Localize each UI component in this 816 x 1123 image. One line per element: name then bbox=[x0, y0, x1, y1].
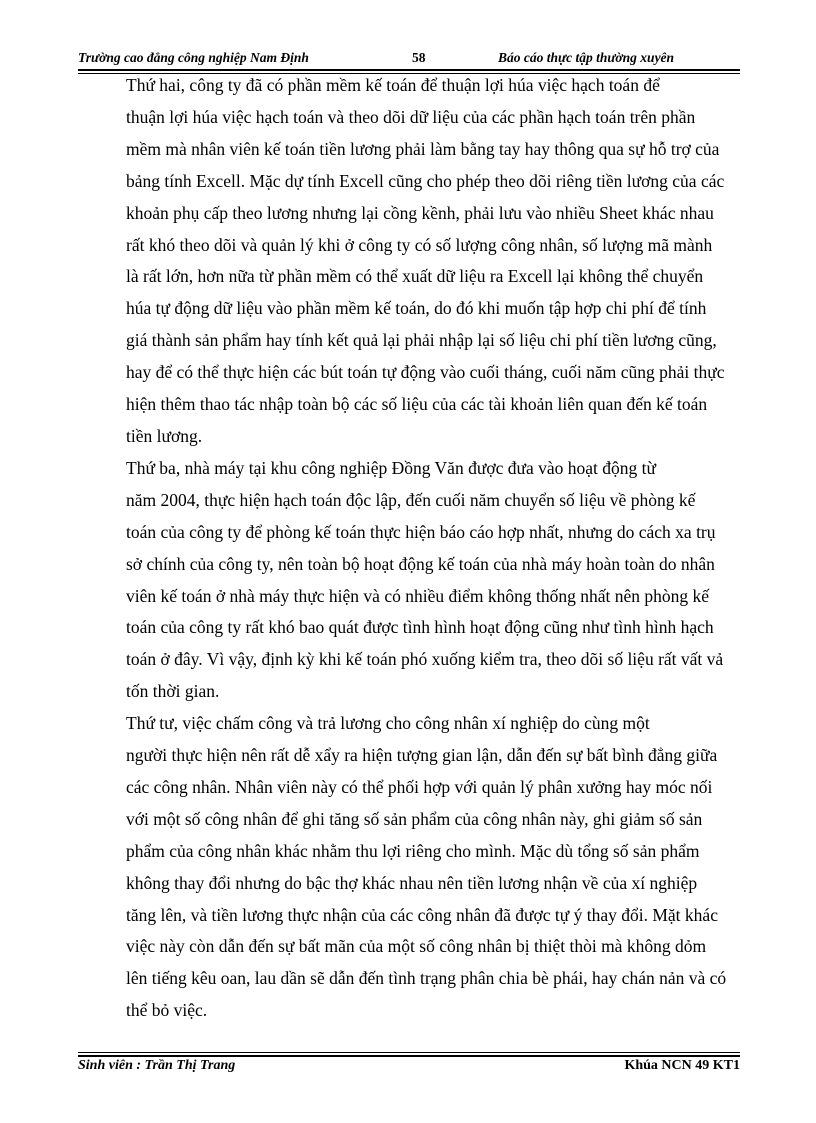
paragraph-third-point bbox=[78, 453, 738, 708]
paragraph-second-point bbox=[78, 70, 738, 453]
document-body bbox=[78, 70, 738, 1027]
text-line: phẩm của công nhân khác nhằm thu lợi riêng cho mình. Mặc dù tổng số sản phẩm bbox=[126, 840, 700, 861]
text-line: húa tự động dữ liệu vào phần mềm kế toán, do đó khi muốn tập hợp chi phí để tính bbox=[126, 298, 707, 319]
text-line: khoản phụ cấp theo lương nhưng lại cồng kềnh, phải lưu vào nhiều Sheet khác nhau bbox=[126, 202, 714, 223]
header-report-title: Báo cáo thực tập thường xuyên bbox=[498, 50, 675, 65]
text-line: không thay đổi nhưng do bậc thợ khác nhau nên tiền lương nhận về của xí nghiệp bbox=[126, 872, 698, 893]
text-line: lên tiếng kêu oan, lau dần sẽ dẫn đến tình trạng phân chia bè phái, hay chán nản và có bbox=[126, 968, 727, 989]
text-line: năm 2004, thực hiện hạch toán độc lập, đến cuối năm chuyển số liệu về phòng kế bbox=[126, 489, 696, 510]
text-line: Thứ hai, công ty đã có phần mềm kế toán để thuận lợi húa việc hạch toán để bbox=[126, 75, 660, 95]
text-line: việc này còn dẫn đến sự bất mãn của một số công nhân bị thiệt thòi mà không dỏm bbox=[126, 936, 707, 957]
text-line: mềm mà nhân viên kế toán tiền lương phải làm bằng tay hay thông qua sự hỗ trợ của bbox=[126, 138, 720, 159]
page-number: 58 bbox=[412, 50, 426, 65]
page-header bbox=[78, 50, 740, 70]
page-footer bbox=[78, 1058, 740, 1078]
text-line: người thực hiện nên rất dễ xẩy ra hiện tượng gian lận, dẫn đến sự bất bình đẳng giữa bbox=[126, 745, 718, 766]
text-line: toán của công ty rất khó bao quát được tình hình hoạt động cũng như tình hình hạch bbox=[126, 617, 714, 638]
text-line: các công nhân. Nhân viên này có thể phối hợp với quản lý phân xưởng hay móc nối bbox=[126, 776, 713, 797]
text-line: là rất lớn, hơn nữa từ phần mềm có thể xuất dữ liệu ra Excell lại không thể chuyển bbox=[126, 266, 704, 287]
text-line: tăng lên, và tiền lương thực nhận của các công nhân đã được tự ý thay đổi. Mặt khác bbox=[126, 904, 718, 925]
text-line: toán của công ty để phòng kế toán thực hiện báo cáo hợp nhất, nhưng do cách xa trụ bbox=[126, 521, 716, 542]
text-line: Thứ ba, nhà máy tại khu công nghiệp Đồng Văn được đưa vào hoạt động từ bbox=[126, 457, 656, 478]
header-school-name: Trường cao đẳng công nghiệp Nam Định bbox=[78, 50, 309, 65]
text-line: sở chính của công ty, nên toàn bộ hoạt động kế toán của nhà máy hoàn toàn do nhân bbox=[126, 553, 715, 574]
text-line: hay để có thể thực hiện các bút toán tự động vào cuối tháng, cuối năm cũng phải thực bbox=[126, 362, 725, 383]
text-line: tiền lương. bbox=[126, 425, 203, 446]
text-line: tốn thời gian. bbox=[126, 681, 220, 702]
text-line: thuận lợi húa việc hạch toán và theo dõi dữ liệu của các phần hạch toán trên phần bbox=[126, 106, 696, 127]
footer-student-name: Sinh viên : Trần Thị Trang bbox=[78, 1058, 236, 1073]
text-line: bảng tính Excell. Mặc dự tính Excell cũng cho phép theo dõi riêng tiền lương của các bbox=[126, 170, 725, 191]
text-line: toán ở đây. Vì vậy, định kỳ khi kế toán phó xuống kiểm tra, theo dõi số liệu rất vất vả bbox=[126, 649, 724, 670]
text-line: với một số công nhân để ghi tăng số sản phẩm của công nhân này, ghi giảm số sản bbox=[126, 808, 703, 829]
text-line: rất khó theo dõi và quản lý khi ở công ty có số lượng công nhân, số lượng mã mành bbox=[126, 234, 713, 255]
text-line: hiện thêm thao tác nhập toàn bộ các số liệu của các tài khoản liên quan đến kế toán bbox=[126, 394, 708, 415]
text-line: giá thành sản phẩm hay tính kết quả lại phải nhập lại số liệu chi phí tiền lương cũng, bbox=[126, 330, 717, 351]
footer-class: Khúa NCN 49 KT1 bbox=[624, 1058, 740, 1073]
footer-rule bbox=[78, 1052, 740, 1057]
paragraph-fourth-point bbox=[78, 708, 738, 1027]
text-line: viên kế toán ở nhà máy thực hiện và có nhiều điểm không thống nhất nên phòng kế bbox=[126, 585, 709, 606]
text-line: thể bỏ việc. bbox=[126, 1000, 208, 1021]
text-line: Thứ tư, việc chấm công và trả lương cho công nhân xí nghiệp do cùng một bbox=[126, 713, 650, 734]
